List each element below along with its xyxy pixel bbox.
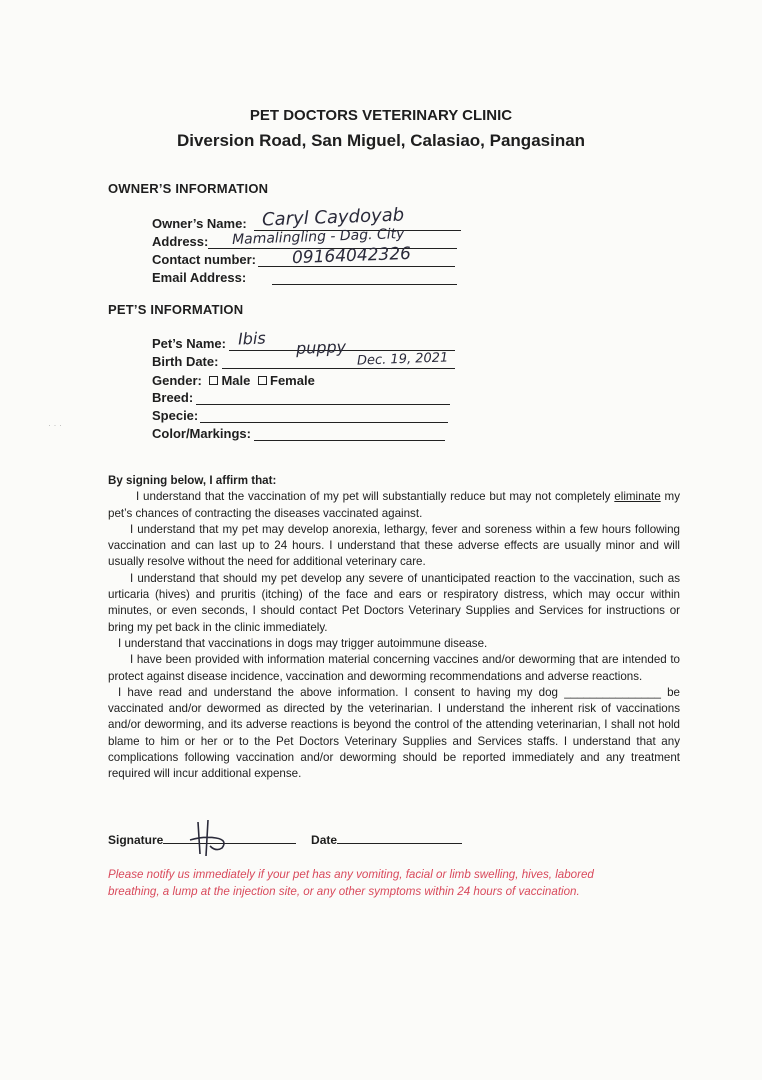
- owner-contact-value: 09164042326: [291, 243, 412, 269]
- dog-name-blank[interactable]: _______________: [564, 685, 661, 699]
- specie-line[interactable]: [200, 422, 448, 423]
- gender-row: [152, 373, 315, 388]
- clinic-name: PET DOCTORS VETERINARY CLINIC: [249, 107, 513, 124]
- date-line[interactable]: [337, 833, 462, 844]
- breed-line[interactable]: [196, 404, 450, 405]
- consent-paragraph-2: I understand that my pet may develop anorexia, lethargy, fever and soreness within a few hours following vaccination and can last up to 24 hours. I understand that these adverse effects are usually minor and will usually resolve without the need for additional veterinary care.: [108, 522, 680, 569]
- female-checkbox[interactable]: [258, 376, 267, 385]
- birth-date-line[interactable]: [222, 368, 455, 369]
- color-markings-label: Color/Markings:: [152, 426, 251, 441]
- consent-paragraph-4: I understand that vaccinations in dogs may trigger autoimmune disease.: [118, 636, 488, 650]
- color-markings-line[interactable]: [254, 440, 445, 441]
- female-label: Female: [270, 373, 315, 388]
- birth-date-value: Dec. 19, 2021: [356, 350, 449, 369]
- consent-paragraph-6: I have read and understand the above information. I consent to having my dog _______________ be vaccinated and/or dewormed as directed by the veterinarian. I understand the inherent risk of vaccinations and/or deworming, and its adverse reactions is beyond the control of the attending veterinarian, I shall not hold blame to him or her or to the Pet Doctors Veterinary Supplies and Services staffs. I understand that any complications following vaccination and/or deworming should be reported immediately and any treatment required will incur additional expense.: [108, 685, 680, 781]
- consent-paragraph-1: I understand that the vaccination of my pet will substantially reduce but may not completely eliminate my pet’s chances of contracting the diseases vaccinated against.: [108, 490, 680, 520]
- male-checkbox[interactable]: [209, 376, 218, 385]
- owner-address-value: Mamalingling - Dag. City: [231, 225, 405, 249]
- consent-paragraph-3: I understand that should my pet develop any severe of unanticipated reaction to the vaccination, such as urticaria (hives) and pruritis (itching) of the face and ears or respiratory distress, which may occur within minutes, or even seconds, I should contact Pet Doctors Veterinary Supplies and Services for instructions or bring my pet back in the clinic immediately.: [108, 571, 680, 634]
- consent-heading: By signing below, I affirm that:: [108, 474, 277, 487]
- owner-name-label: Owner’s Name:: [152, 216, 247, 231]
- consent-text: [108, 473, 680, 783]
- signature-row: [108, 833, 462, 847]
- pet-name-label: Pet’s Name:: [152, 336, 226, 351]
- scan-mark: · · ·: [48, 420, 62, 430]
- owner-email-line[interactable]: [272, 284, 457, 285]
- post-vaccination-notice: Please notify us immediately if your pet has any vomiting, facial or limb swelling, hives, labored breathing, a lump at the injection site, or any other symptoms within 24 hours of vaccination.: [108, 868, 594, 898]
- handwritten-signature: [186, 816, 236, 860]
- specie-label: Specie:: [152, 408, 199, 423]
- pet-section-title: PET’S INFORMATION: [108, 302, 244, 317]
- pet-name-extra: puppy: [295, 337, 347, 358]
- pet-name-value: Ibis: [237, 328, 266, 349]
- owner-address-label: Address:: [152, 234, 209, 249]
- owner-contact-label: Contact number:: [152, 252, 256, 267]
- owner-contact-line[interactable]: [258, 266, 455, 267]
- consent-paragraph-5: I have been provided with information material concerning vaccines and/or deworming that are intended to protect against disease incidence, vaccination and deworming recommendations and adverse reactions.: [108, 653, 680, 683]
- breed-label: Breed:: [152, 390, 194, 405]
- birth-date-label: Birth Date:: [152, 354, 219, 369]
- owner-section-title: OWNER’S INFORMATION: [108, 181, 269, 196]
- gender-label: Gender:: [152, 373, 202, 388]
- owner-email-label: Email Address:: [152, 270, 247, 285]
- signature-label: Signature: [108, 833, 164, 847]
- owner-name-value: Caryl Caydoyab: [261, 204, 405, 231]
- clinic-address: Diversion Road, San Miguel, Calasiao, Pangasinan: [176, 131, 586, 150]
- date-label: Date: [311, 833, 338, 847]
- male-label: Male: [221, 373, 251, 388]
